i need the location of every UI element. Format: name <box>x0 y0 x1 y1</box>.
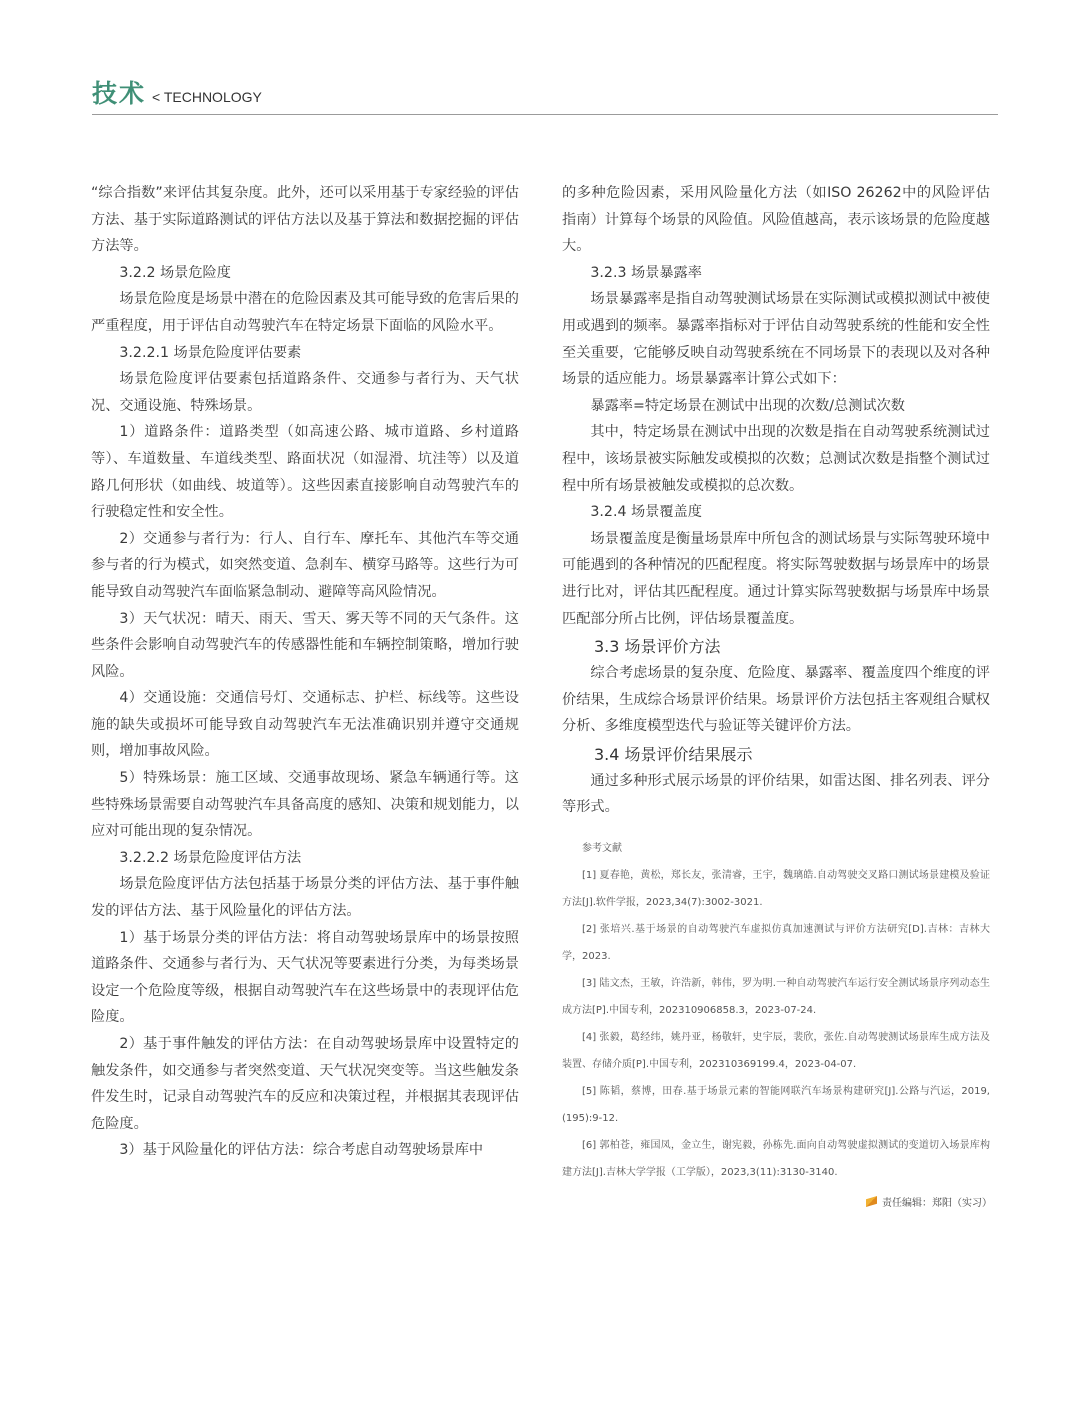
paragraph: 2）基于事件触发的评估方法：在自动驾驶场景库中设置特定的触发条件，如交通参与者突然变道、天气状况突变等。当这些触发条件发生时，记录自动驾驶汽车的反应和决策过程，并根据其表现评估危险度。 <box>91 1036 519 1132</box>
reference-item: [6] 郭柏苍，雍国凤，金立生，谢宪毅，孙栋先.面向自动驾驶虚拟测试的变道切入场景库构建方法[J].吉林大学学报（工学版），2023,3(11):3130-3140. <box>562 1140 990 1179</box>
section-heading: 3.3 场景评价方法 <box>594 637 721 657</box>
paragraph: “综合指数”来评估其复杂度。此外，还可以采用基于专家经验的评估方法、基于实际道路测试的评估方法以及基于算法和数据挖掘的评估方法等。 <box>91 185 519 255</box>
reference-item: [1] 夏春艳，黄松，郑长友，张清睿，王宇，魏璃皓.自动驾驶交叉路口测试场景建模及验证方法[J].软件学报，2023,34(7):3002-3021. <box>562 870 990 909</box>
section-heading: 3.4 场景评价结果展示 <box>594 744 753 764</box>
reference-item: [2] 张培兴.基于场景的自动驾驶汽车虚拟仿真加速测试与评价方法研究[D].吉林：吉林大学，2023. <box>562 924 990 963</box>
editor-mark-icon <box>866 1196 877 1207</box>
section-title-en: < TECHNOLOGY <box>152 89 262 105</box>
paragraph: 2）交通参与者行为：行人、自行车、摩托车、其他汽车等交通参与者的行为模式，如突然变道、急刹车、横穿马路等。这些行为可能导致自动驾驶汽车面临紧急制动、避障等高风险情况。 <box>91 530 519 600</box>
references-title: 参考文献 <box>582 843 622 855</box>
paragraph: 3）基于风险量化的评估方法：综合考虑自动驾驶场景库中 <box>119 1142 484 1159</box>
subsection-heading: 3.2.4 场景覆盖度 <box>590 504 702 521</box>
right-column <box>562 180 990 1186</box>
editor-credit <box>866 1194 992 1209</box>
reference-item: [3] 陆文杰，王敏，许浩新，韩伟，罗为明.一种自动驾驶汽车运行安全测试场景序列动态生成方法[P].中国专利，202310906858.3，2023-07-24. <box>562 978 990 1017</box>
paragraph: 4）交通设施：交通信号灯、交通标志、护栏、标线等。这些设施的缺失或损坏可能导致自动驾驶汽车无法准确识别并遵守交通规则，增加事故风险。 <box>91 690 519 760</box>
section-header <box>92 74 262 110</box>
paragraph: 场景危险度是场景中潜在的危险因素及其可能导致的危害后果的严重程度，用于评估自动驾驶汽车在特定场景下面临的风险水平。 <box>91 291 519 334</box>
editor-text: 责任编辑：郑阳（实习） <box>882 1198 992 1209</box>
header-divider <box>92 114 998 115</box>
section-title-cn: 技术 <box>92 79 147 108</box>
paragraph: 其中，特定场景在测试中出现的次数是指在自动驾驶系统测试过程中，该场景被实际触发或模拟的次数；总测试次数是指整个测试过程中所有场景被触发或模拟的总次数。 <box>562 424 990 494</box>
left-column <box>91 180 519 1164</box>
subsection-heading: 3.2.3 场景暴露率 <box>590 264 702 281</box>
paragraph: 5）特殊场景：施工区域、交通事故现场、紧急车辆通行等。这些特殊场景需要自动驾驶汽车具备高度的感知、决策和规划能力，以应对可能出现的复杂情况。 <box>91 770 519 840</box>
subsection-heading: 3.2.2.2 场景危险度评估方法 <box>119 849 302 866</box>
paragraph: 场景暴露率是指自动驾驶测试场景在实际测试或模拟测试中被使用或遇到的频率。暴露率指标对于评估自动驾驶系统的性能和安全性至关重要，它能够反映自动驾驶系统在不同场景下的表现以及对各种场景的适应能力。场景暴露率计算公式如下： <box>562 291 990 388</box>
paragraph: 通过多种形式展示场景的评价结果，如雷达图、排名列表、评分等形式。 <box>562 772 990 816</box>
reference-item: [5] 陈韬，蔡博，田春.基于场景元素的智能网联汽车场景构建研究[J].公路与汽运，2019,(195):9-12. <box>562 1086 990 1125</box>
paragraph: 1）基于场景分类的评估方法：将自动驾驶场景库中的场景按照道路条件、交通参与者行为、天气状况等要素进行分类，为每类场景设定一个危险度等级，根据自动驾驶汽车在这些场景中的表现评估危险度。 <box>91 929 519 1026</box>
subsection-heading: 3.2.2.1 场景危险度评估要素 <box>119 344 302 361</box>
paragraph: 1）道路条件：道路类型（如高速公路、城市道路、乡村道路等）、车道数量、车道线类型、路面状况（如湿滑、坑洼等）以及道路几何形状（如曲线、坡道等）。这些因素直接影响自动驾驶汽车的行驶稳定性和安全性。 <box>91 424 519 521</box>
paragraph: 场景覆盖度是衡量场景库中所包含的测试场景与实际驾驶环境中可能遇到的各种情况的匹配程度。将实际驾驶数据与场景库中的场景进行比对，评估其匹配程度。通过计算实际驾驶数据与场景库中场景匹配部分所占比例，评估场景覆盖度。 <box>562 530 990 627</box>
paragraph: 暴露率=特定场景在测试中出现的次数/总测试次数 <box>590 397 905 414</box>
paragraph: 综合考虑场景的复杂度、危险度、暴露率、覆盖度四个维度的评价结果，生成综合场景评价结果。场景评价方法包括主客观组合赋权分析、多维度模型迭代与验证等关键评价方法。 <box>562 665 990 735</box>
reference-item: [4] 张毅，葛经纬，姚丹亚，杨敬轩，史宇辰，裴欣，张佐.自动驾驶测试场景库生成方法及装置、存储介质[P].中国专利，202310369199.4，2023-04-07. <box>562 1032 990 1071</box>
paragraph: 场景危险度评估要素包括道路条件、交通参与者行为、天气状况、交通设施、特殊场景。 <box>91 371 519 414</box>
paragraph: 3）天气状况：晴天、雨天、雪天、雾天等不同的天气条件。这些条件会影响自动驾驶汽车的传感器性能和车辆控制策略，增加行驶风险。 <box>91 610 519 680</box>
paragraph: 场景危险度评估方法包括基于场景分类的评估方法、基于事件触发的评估方法、基于风险量化的评估方法。 <box>91 876 519 920</box>
references <box>562 835 990 1186</box>
subsection-heading: 3.2.2 场景危险度 <box>119 264 231 281</box>
paragraph: 的多种危险因素，采用风险量化方法（如ISO 26262中的风险评估指南）计算每个场景的风险值。风险值越高，表示该场景的危险度越大。 <box>562 185 990 255</box>
